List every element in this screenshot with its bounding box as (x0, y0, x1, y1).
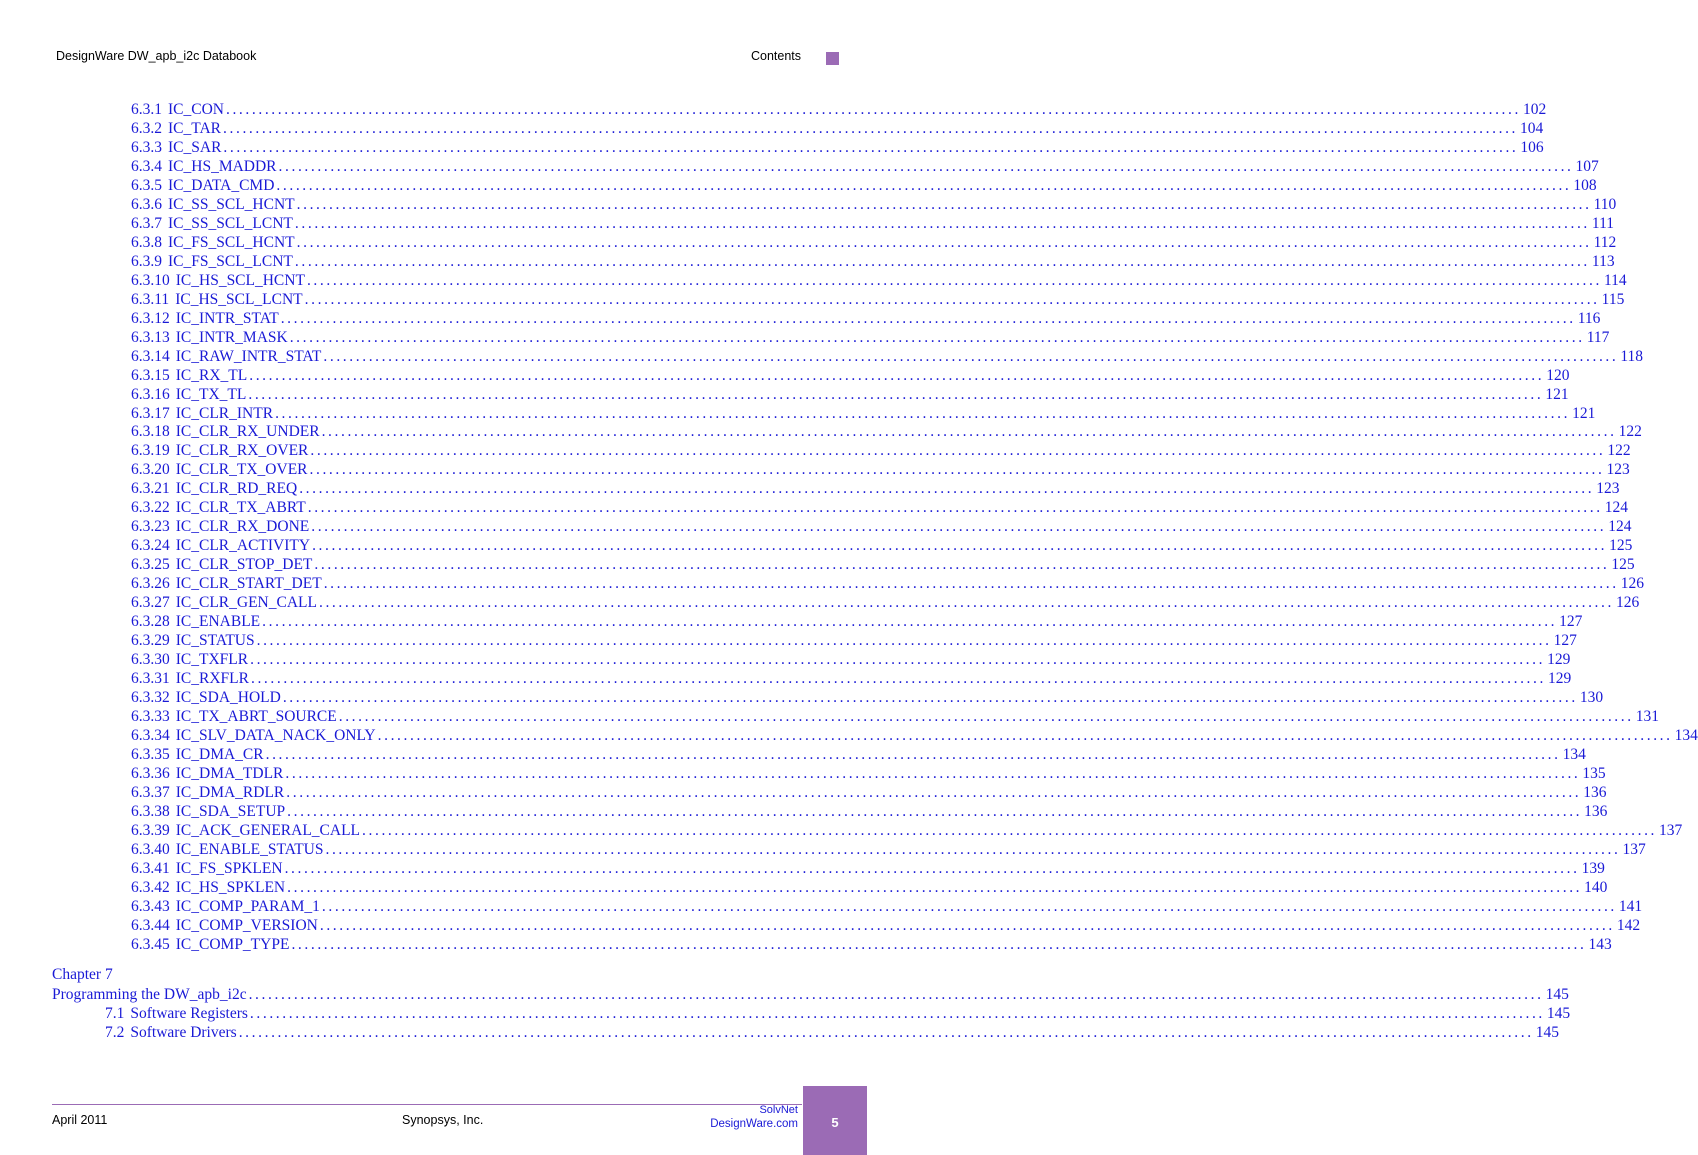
toc-entry-number: 6.3.31 (131, 670, 170, 688)
toc-dot-leader: ........................................................................................................................................................................................................ (250, 670, 1546, 688)
toc-entry-number: 6.3.40 (131, 840, 170, 858)
toc-entry-page[interactable]: 113 (1591, 252, 1615, 270)
page-number-box: 5 (803, 1086, 867, 1155)
toc-entry-title[interactable]: IC_INTR_STAT (175, 309, 279, 327)
toc-entry[interactable] (131, 517, 1632, 536)
toc-entry[interactable] (131, 422, 1642, 441)
toc-entry[interactable] (131, 214, 1614, 233)
toc-entry-title[interactable]: IC_CON (168, 101, 224, 118)
toc-entry-number: 6.3.22 (131, 499, 170, 517)
toc-entry-title[interactable]: Software Drivers (130, 1024, 237, 1041)
toc-entry-title[interactable]: IC_RAW_INTR_STAT (175, 347, 322, 365)
toc-entry-title[interactable]: IC_DMA_TDLR (175, 764, 284, 782)
toc-dot-leader: ........................................................................................................................................................................................................ (296, 233, 1592, 251)
toc-entry-number: 6.3.41 (131, 859, 170, 877)
toc-entry-number: 6.3.8 (131, 233, 162, 251)
toc-entry-page[interactable]: 142 (1616, 916, 1641, 934)
toc-dot-leader: ........................................................................................................................................................................................................ (321, 897, 1617, 915)
toc-dot-leader: ........................................................................................................................................................................................................ (282, 689, 1578, 707)
toc-entry[interactable] (131, 138, 1544, 157)
toc-entry-page[interactable]: 141 (1618, 897, 1643, 915)
toc-entry-page[interactable]: 126 (1615, 594, 1640, 612)
toc-entry-page[interactable]: 118 (1620, 347, 1644, 365)
toc-entry[interactable] (131, 252, 1615, 271)
toc-entry[interactable] (131, 783, 1607, 802)
toc-entry-title[interactable]: IC_DATA_CMD (168, 176, 275, 194)
toc-entry-title[interactable]: IC_SLV_DATA_NACK_ONLY (175, 727, 376, 744)
toc-entry-number: 6.3.10 (131, 271, 170, 289)
toc-entry-number: 6.3.24 (131, 537, 170, 555)
toc-entry-title[interactable]: IC_COMP_PARAM_1 (175, 897, 320, 915)
toc-entry-number: 6.3.21 (131, 480, 170, 498)
toc-entry-title[interactable]: Programming the DW_apb_i2c (52, 986, 247, 1003)
toc-entry-number: 6.3.5 (131, 176, 162, 194)
toc-entry-number: 6.3.29 (131, 632, 170, 650)
toc-dot-leader: ........................................................................................................................................................................................................ (311, 518, 1607, 536)
toc-entry-page[interactable]: 136 (1584, 802, 1608, 820)
toc-dot-leader: ........................................................................................................................................................................................................ (299, 480, 1595, 498)
toc-entry-page[interactable]: 129 (1547, 670, 1572, 688)
toc-entry-title[interactable]: IC_COMP_VERSION (175, 916, 318, 934)
toc-entry[interactable] (131, 916, 1641, 935)
toc-dot-leader: ........................................................................................................................................................................................................ (275, 404, 1571, 422)
toc-entry[interactable] (131, 385, 1569, 404)
toc-entry[interactable] (131, 745, 1586, 764)
toc-entry-title[interactable]: IC_ENABLE (175, 613, 261, 631)
toc-entry-title[interactable]: IC_RXFLR (175, 670, 249, 688)
toc-entry[interactable] (131, 935, 1612, 954)
toc-entry-page[interactable]: 135 (1582, 764, 1606, 782)
toc-entry-page[interactable]: 123 (1606, 461, 1630, 479)
toc-entry-title[interactable]: IC_CLR_GEN_CALL (175, 594, 317, 612)
toc-entry-page[interactable]: 137 (1622, 840, 1646, 858)
header-title: DesignWare DW_apb_i2c Databook (56, 49, 257, 63)
toc-entry-title[interactable]: IC_SS_SCL_HCNT (168, 195, 295, 213)
toc-dot-leader: ........................................................................................................................................................................................................ (225, 101, 1521, 118)
toc-entry-number: 6.3.19 (131, 442, 170, 460)
toc-dot-leader: ........................................................................................................................................................................................................ (284, 859, 1580, 877)
toc-entry-page[interactable]: 137 (1659, 821, 1683, 839)
toc-entry[interactable] (131, 441, 1631, 460)
toc-entry-page[interactable]: 121 (1545, 385, 1569, 403)
toc-dot-leader: ........................................................................................................................................................................................................ (309, 461, 1605, 479)
toc-entry[interactable] (131, 460, 1630, 479)
toc-dot-leader: ........................................................................................................................................................................................................ (249, 1005, 1545, 1022)
toc-entry-title[interactable]: IC_CLR_INTR (175, 404, 274, 422)
toc-dot-leader: ........................................................................................................................................................................................................ (265, 745, 1561, 763)
toc-entry-number: 6.3.6 (131, 195, 162, 213)
header-accent-square (826, 52, 839, 65)
toc-entry-title[interactable]: IC_DMA_CR (175, 745, 264, 763)
toc-entry-title[interactable]: IC_SDA_SETUP (175, 802, 286, 820)
toc-entry[interactable] (131, 593, 1640, 612)
toc-entry-page[interactable]: 136 (1583, 783, 1607, 801)
toc-entry-title[interactable]: IC_FS_SCL_LCNT (168, 252, 293, 270)
toc-entry-title[interactable]: IC_CLR_TX_ABRT (175, 499, 306, 517)
toc-entry-page[interactable]: 121 (1572, 404, 1596, 422)
toc-dot-leader: ........................................................................................................................................................................................................ (280, 309, 1576, 327)
toc-dot-leader: ........................................................................................................................................................................................................ (276, 176, 1572, 194)
toc-entry[interactable] (131, 100, 1547, 119)
toc-entry-number: 6.3.30 (131, 651, 170, 669)
toc-entry[interactable] (131, 366, 1570, 385)
toc-entry-page[interactable]: 140 (1584, 878, 1608, 896)
header-section: Contents (750, 49, 801, 63)
toc-entry-page[interactable]: 145 (1535, 1024, 1559, 1041)
toc-entry-number: 6.3.25 (131, 556, 170, 574)
toc-entry-page[interactable]: 114 (1603, 271, 1627, 289)
toc-entry[interactable] (131, 404, 1596, 423)
toc-dot-leader: ........................................................................................................................................................................................................ (248, 385, 1544, 403)
toc-dot-leader: ........................................................................................................................................................................................................ (318, 594, 1614, 612)
toc-entry-page[interactable]: 131 (1635, 708, 1659, 726)
toc-entry-page[interactable]: 106 (1520, 138, 1544, 156)
toc-entry-title[interactable]: IC_TX_TL (175, 385, 247, 403)
toc-entry-number: 6.3.38 (131, 802, 170, 820)
toc-entry-number: 6.3.12 (131, 309, 170, 327)
toc-dot-leader: ........................................................................................................................................................................................................ (250, 651, 1546, 669)
toc-entry-page[interactable]: 126 (1620, 575, 1644, 593)
toc-entry[interactable] (131, 176, 1597, 195)
toc-entry-page[interactable]: 143 (1588, 935, 1612, 953)
toc-entry-title[interactable]: IC_SDA_HOLD (175, 689, 281, 707)
toc-entry-title[interactable]: IC_HS_SCL_LCNT (175, 290, 303, 308)
toc-entry-number: 6.3.14 (131, 347, 170, 365)
toc-entry-title[interactable]: IC_CLR_RX_DONE (175, 518, 310, 536)
toc-entry-number: 6.3.17 (131, 404, 170, 422)
toc-dot-leader: ........................................................................................................................................................................................................ (287, 878, 1583, 896)
toc-entry-page[interactable]: 108 (1573, 176, 1597, 194)
toc-entry[interactable] (131, 498, 1628, 517)
toc-entry[interactable] (131, 726, 1698, 745)
toc-dot-leader: ........................................................................................................................................................................................................ (294, 214, 1590, 232)
toc-entry-title[interactable]: IC_CLR_STOP_DET (175, 556, 313, 574)
toc-entry[interactable] (131, 669, 1572, 688)
toc-entry-number: 6.3.39 (131, 821, 170, 839)
toc-entry-title[interactable]: IC_HS_SPKLEN (175, 878, 286, 896)
toc-entry-page[interactable]: 104 (1520, 119, 1544, 137)
toc-entry-number: 6.3.36 (131, 764, 170, 782)
toc-entry-number: 6.3.3 (131, 138, 162, 156)
footer-date: April 2011 (52, 1113, 108, 1127)
toc-entry-number: 6.3.18 (131, 423, 170, 441)
toc-entry[interactable] (131, 479, 1620, 498)
toc-entry[interactable] (131, 631, 1577, 650)
toc-entry-title[interactable]: IC_CLR_RD_REQ (175, 480, 298, 498)
toc-entry-title[interactable]: IC_CLR_START_DET (175, 575, 322, 593)
toc-entry[interactable] (131, 650, 1571, 669)
toc-dot-leader: ........................................................................................................................................................................................................ (223, 119, 1519, 137)
toc-entry-title[interactable]: IC_ENABLE_STATUS (175, 840, 324, 858)
toc-entry-page[interactable]: 130 (1579, 689, 1604, 707)
toc-entry[interactable] (131, 802, 1608, 821)
toc-entry-title[interactable]: IC_RX_TL (175, 366, 248, 384)
toc-entry-page[interactable]: 117 (1586, 328, 1610, 346)
toc-entry[interactable] (131, 536, 1633, 555)
toc-entry-title[interactable]: IC_DMA_RDLR (175, 783, 285, 801)
toc-dot-leader: ........................................................................................................................................................................................................ (289, 328, 1585, 346)
toc-dot-leader: ........................................................................................................................................................................................................ (312, 537, 1608, 555)
toc-entry-title[interactable]: IC_TXFLR (175, 651, 249, 669)
toc-dot-leader: ........................................................................................................................................................................................................ (238, 1024, 1534, 1041)
toc-dot-leader: ........................................................................................................................................................................................................ (321, 423, 1617, 441)
toc-dot-leader: ........................................................................................................................................................................................................ (256, 632, 1552, 650)
toc-dot-leader: ........................................................................................................................................................................................................ (286, 783, 1582, 801)
toc-entry-page[interactable]: 123 (1596, 480, 1620, 498)
toc-entry[interactable] (131, 574, 1644, 593)
toc-entry-number: 6.3.43 (131, 897, 170, 915)
toc-entry-page[interactable]: 120 (1546, 366, 1570, 384)
toc-entry-page[interactable]: 115 (1601, 290, 1625, 308)
toc-entry[interactable] (131, 612, 1583, 631)
toc-entry-number: 6.3.15 (131, 366, 170, 384)
chapter-section-entry[interactable] (105, 1023, 1559, 1042)
toc-entry-number: 6.3.7 (131, 214, 162, 232)
toc-dot-leader: ........................................................................................................................................................................................................ (338, 708, 1634, 726)
toc-dot-leader: ........................................................................................................................................................................................................ (223, 138, 1519, 156)
toc-entry[interactable] (131, 688, 1604, 707)
toc-entry[interactable] (131, 233, 1617, 252)
toc-entry-page[interactable]: 145 (1546, 1005, 1571, 1022)
toc-dot-leader: ........................................................................................................................................................................................................ (278, 157, 1574, 175)
toc-entry-page[interactable]: 112 (1593, 233, 1617, 251)
toc-entry-page[interactable]: 102 (1522, 101, 1547, 118)
toc-entry[interactable] (131, 290, 1625, 309)
toc-entry-page[interactable]: 122 (1607, 442, 1631, 460)
toc-entry[interactable] (131, 271, 1627, 290)
toc-entry-title[interactable]: IC_STATUS (175, 632, 255, 650)
toc-entry-title[interactable]: IC_ACK_GENERAL_CALL (175, 821, 361, 839)
toc-entry-title[interactable]: IC_SS_SCL_LCNT (168, 214, 293, 232)
toc-entry-page[interactable]: 111 (1591, 214, 1614, 232)
toc-dot-leader: ........................................................................................................................................................................................................ (248, 986, 1544, 1003)
toc-entry-page[interactable]: 107 (1575, 157, 1599, 175)
toc-entry-number: 6.3.27 (131, 594, 170, 612)
toc-entry-page[interactable]: 134 (1674, 727, 1698, 744)
toc-entry-number: 6.3.2 (131, 119, 162, 137)
toc-entry-title[interactable]: IC_TAR (168, 119, 222, 137)
toc-entry-number: 6.3.9 (131, 252, 162, 270)
toc-dot-leader: ........................................................................................................................................................................................................ (287, 802, 1583, 820)
toc-entry[interactable] (131, 764, 1606, 783)
toc-dot-leader: ........................................................................................................................................................................................................ (306, 271, 1602, 289)
toc-entry-number: 6.3.4 (131, 157, 162, 175)
toc-entry-title[interactable]: IC_CLR_RX_OVER (175, 442, 309, 460)
toc-entry-page[interactable]: 129 (1547, 651, 1571, 669)
toc-entry[interactable] (131, 347, 1644, 366)
toc-entry-page[interactable]: 124 (1604, 499, 1628, 517)
toc-entry-page[interactable]: 125 (1609, 537, 1633, 555)
toc-entry-page[interactable]: 116 (1577, 309, 1601, 327)
toc-entry-title[interactable]: IC_CLR_ACTIVITY (175, 537, 311, 555)
toc-dot-leader: ........................................................................................................................................................................................................ (319, 916, 1615, 934)
toc-entry[interactable] (131, 821, 1683, 840)
toc-entry-number: 6.3.13 (131, 328, 170, 346)
toc-entry-number: 6.3.45 (131, 935, 170, 953)
toc-entry-page[interactable]: 139 (1581, 859, 1605, 877)
toc-entry-number: 7.1 (105, 1005, 125, 1022)
toc-entry[interactable] (131, 309, 1601, 328)
toc-entry[interactable] (131, 119, 1544, 138)
toc-entry-title[interactable]: IC_HS_SCL_HCNT (175, 271, 305, 289)
toc-dot-leader: ........................................................................................................................................................................................................ (291, 935, 1587, 953)
toc-entry-number: 6.3.44 (131, 916, 170, 934)
toc-entry[interactable] (131, 840, 1646, 859)
toc-dot-leader: ........................................................................................................................................................................................................ (314, 556, 1610, 574)
footer-solvnet[interactable] (710, 1103, 798, 1131)
toc-entry-title[interactable]: IC_SAR (168, 138, 222, 156)
toc-dot-leader: ........................................................................................................................................................................................................ (304, 290, 1600, 308)
toc-dot-leader: ........................................................................................................................................................................................................ (362, 821, 1658, 839)
toc-entry[interactable] (131, 897, 1643, 916)
toc-entry-title[interactable]: IC_HS_MADDR (168, 157, 277, 175)
toc-dot-leader: ........................................................................................................................................................................................................ (262, 613, 1558, 631)
toc-entry-number: 6.3.37 (131, 783, 170, 801)
toc-entry-title[interactable]: IC_CLR_TX_OVER (175, 461, 308, 479)
toc-entry-title[interactable]: IC_INTR_MASK (175, 328, 288, 346)
toc-entry-number: 6.3.34 (131, 727, 170, 744)
toc-entry-number: 6.3.23 (131, 518, 170, 536)
toc-entry-page[interactable]: 127 (1553, 632, 1577, 650)
toc-entry-number: 6.3.32 (131, 689, 170, 707)
toc-entry-number: 6.3.28 (131, 613, 170, 631)
toc-entry-page[interactable]: 127 (1559, 613, 1583, 631)
toc-entry-number: 6.3.16 (131, 385, 170, 403)
chapter-section-entry[interactable] (105, 1004, 1571, 1023)
toc-entry[interactable] (131, 878, 1608, 897)
toc-entry-number: 6.3.42 (131, 878, 170, 896)
footer-company: Synopsys, Inc. (402, 1113, 484, 1127)
toc-dot-leader: ........................................................................................................................................................................................................ (296, 195, 1592, 213)
toc-entry-number: 6.3.26 (131, 575, 170, 593)
toc-dot-leader: ........................................................................................................................................................................................................ (323, 575, 1619, 593)
chapter-title-entry[interactable] (52, 985, 1569, 1004)
toc-entry-number: 6.3.20 (131, 461, 170, 479)
solvnet-link[interactable]: SolvNet (759, 1104, 798, 1116)
toc-dot-leader: ........................................................................................................................................................................................................ (307, 499, 1603, 517)
toc-dot-leader: ........................................................................................................................................................................................................ (285, 764, 1581, 782)
toc-dot-leader: ........................................................................................................................................................................................................ (377, 727, 1673, 744)
toc-dot-leader: ........................................................................................................................................................................................................ (310, 442, 1606, 460)
toc-entry-title[interactable]: IC_COMP_TYPE (175, 935, 290, 953)
toc-dot-leader: ........................................................................................................................................................................................................ (249, 366, 1545, 384)
toc-entry-number: 6.3.33 (131, 708, 170, 726)
toc-entry-page[interactable]: 122 (1618, 423, 1642, 441)
toc-entry-number: 6.3.1 (131, 101, 162, 118)
toc-entry[interactable] (131, 707, 1659, 726)
toc-entry-page[interactable]: 134 (1562, 745, 1586, 763)
designware-link[interactable]: DesignWare.com (710, 1118, 798, 1130)
toc-entry-title[interactable]: IC_CLR_RX_UNDER (175, 423, 320, 441)
toc-dot-leader: ........................................................................................................................................................................................................ (323, 347, 1619, 365)
chapter-label[interactable]: Chapter 7 (52, 966, 113, 983)
toc-dot-leader: ........................................................................................................................................................................................................ (294, 252, 1590, 270)
toc-entry-number: 6.3.11 (131, 290, 170, 308)
toc-dot-leader: ........................................................................................................................................................................................................ (325, 840, 1621, 858)
toc-entry-number: 6.3.35 (131, 745, 170, 763)
toc-entry-page[interactable]: 110 (1593, 195, 1617, 213)
toc-entry[interactable] (131, 195, 1617, 214)
toc-entry-page[interactable]: 124 (1608, 518, 1632, 536)
toc-entry[interactable] (131, 157, 1599, 176)
toc-entry-page[interactable]: 145 (1545, 986, 1569, 1003)
toc-entry-number: 7.2 (105, 1024, 125, 1041)
footer-divider (52, 1104, 802, 1105)
toc-entry-title[interactable]: Software Registers (130, 1005, 248, 1022)
toc-entry[interactable] (131, 328, 1610, 347)
toc-entry-title[interactable]: IC_FS_SCL_HCNT (168, 233, 295, 251)
toc-entry-title[interactable]: IC_TX_ABRT_SOURCE (175, 708, 337, 726)
toc-entry-page[interactable]: 125 (1611, 556, 1635, 574)
toc-entry[interactable] (131, 555, 1635, 574)
toc-entry[interactable] (131, 859, 1605, 878)
toc-entry-title[interactable]: IC_FS_SPKLEN (175, 859, 283, 877)
